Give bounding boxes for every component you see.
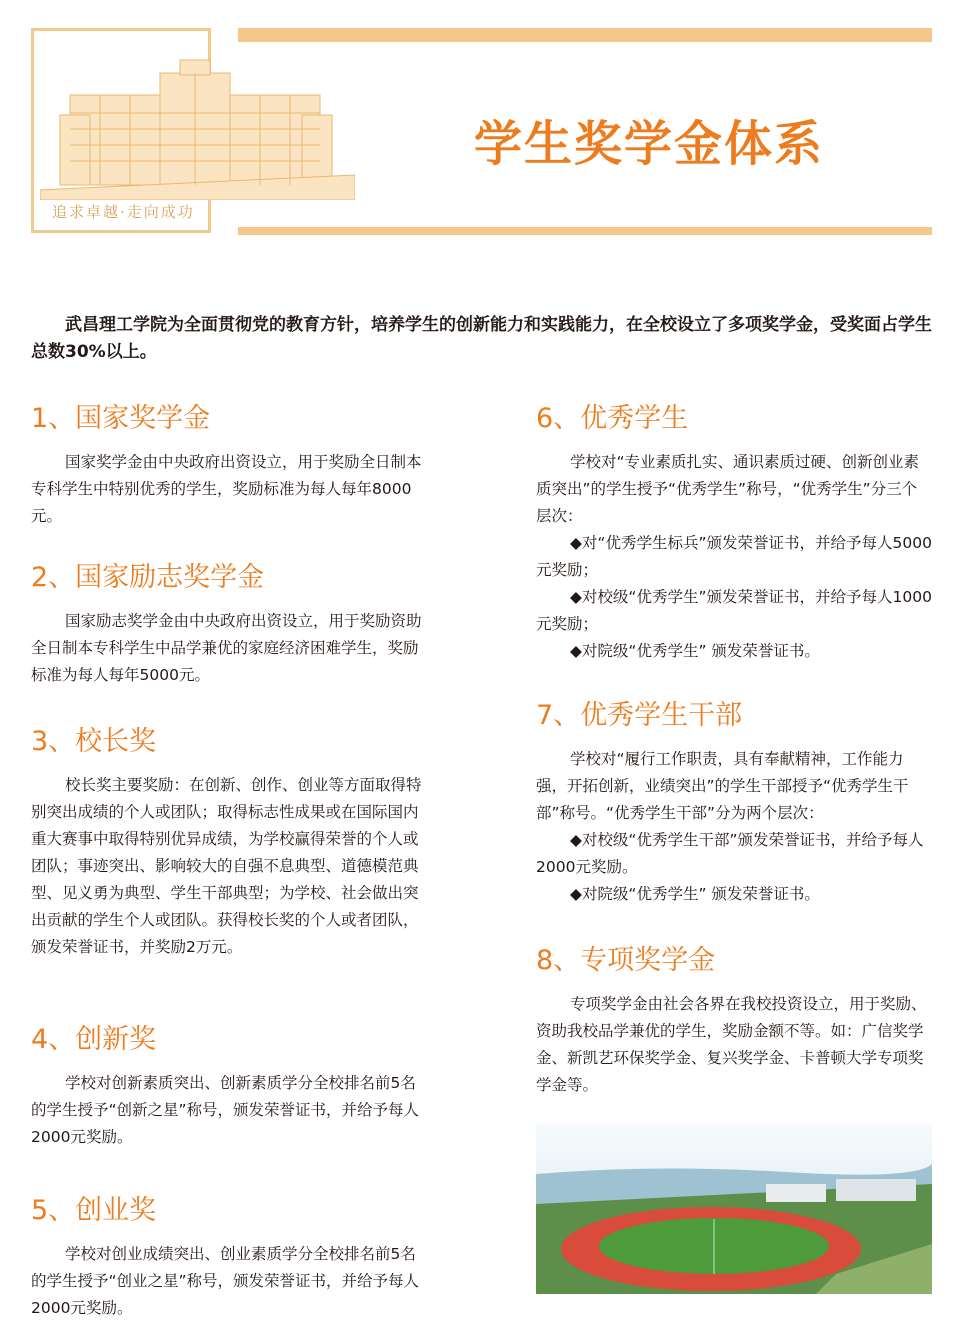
section-national-scholarship bbox=[31, 403, 429, 530]
intro-paragraph: 武昌理工学院为全面贯彻党的教育方针，培养学生的创新能力和实践能力，在全校设立了多项奖学金，受奖面占学生总数30%以上。 bbox=[31, 315, 932, 362]
page-title: 学生奖学金体系 bbox=[474, 116, 825, 172]
section-text: 国家励志奖学金由中央政府出资设立，用于奖励资助全日制本专科学生中品学兼优的家庭经济困难学生，奖励标准为每人每年5000元。 bbox=[31, 612, 422, 684]
section-bullet: ◆对校级“优秀学生干部”颁发荣誉证书，并给予每人2000元奖励。 bbox=[536, 831, 924, 876]
section-entrepreneurship-award bbox=[31, 1195, 429, 1322]
school-slogan: 追求卓越·走向成功 bbox=[52, 203, 195, 221]
section-bullet: ◆对院级“优秀学生” 颁发荣誉证书。 bbox=[570, 642, 820, 660]
section-excellent-student-cadre bbox=[536, 700, 932, 908]
section-bullet: ◆对院级“优秀学生” 颁发荣誉证书。 bbox=[570, 885, 820, 903]
section-text: 学校对“专业素质扎实、通识素质过硬、创新创业素质突出”的学生授予“优秀学生”称号，“优秀学生”分三个层次： bbox=[536, 453, 920, 525]
section-text: 学校对创新素质突出、创新素质学分全校排名前5名的学生授予“创新之星”称号，颁发荣誉证书，并给予每人2000元奖励。 bbox=[31, 1074, 420, 1146]
section-heading: 7、优秀学生干部 bbox=[536, 700, 743, 731]
section-heading: 6、优秀学生 bbox=[536, 403, 689, 434]
section-excellent-student bbox=[536, 403, 932, 665]
section-heading: 4、创新奖 bbox=[31, 1024, 157, 1055]
section-special-scholarship bbox=[536, 945, 932, 1099]
section-heading: 5、创业奖 bbox=[31, 1195, 157, 1226]
section-heading: 2、国家励志奖学金 bbox=[31, 562, 265, 593]
section-text: 学校对“履行工作职责，具有奉献精神，工作能力强，开拓创新，业绩突出”的学生干部授予“优秀学生干部”称号。“优秀学生干部”分为两个层次： bbox=[536, 750, 909, 822]
section-heading: 8、专项奖学金 bbox=[536, 945, 716, 976]
section-bullet: ◆对校级“优秀学生”颁发荣誉证书，并给予每人1000元奖励； bbox=[536, 588, 932, 633]
section-innovation-award bbox=[31, 1024, 429, 1151]
section-text: 学校对创业成绩突出、创业素质学分全校排名前5名的学生授予“创业之星”称号，颁发荣誉证书，并给予每人2000元奖励。 bbox=[31, 1245, 420, 1317]
section-national-encouragement-scholarship bbox=[31, 562, 429, 689]
section-text: 国家奖学金由中央政府出资设立，用于奖励全日制本专科学生中特别优秀的学生，奖励标准为每人每年8000元。 bbox=[31, 453, 422, 525]
section-president-award bbox=[31, 726, 429, 961]
header-top-bar bbox=[238, 28, 932, 42]
section-heading: 3、校长奖 bbox=[31, 726, 157, 757]
header-bottom-bar bbox=[238, 227, 932, 235]
section-bullet: ◆对“优秀学生标兵”颁发荣誉证书，并给予每人5000元奖励； bbox=[536, 534, 932, 579]
section-text: 校长奖主要奖励：在创新、创作、创业等方面取得特别突出成绩的个人或团队；取得标志性成果或在国际国内重大赛事中取得特别优异成绩，为学校赢得荣誉的个人或团队；事迹突出、影响较大的自强不息典型、道德模范典型、见义勇为典型、学生干部典型；为学校、社会做出突出贡献的学生个人或团队。获得校长奖的个人或者团队，颁发荣誉证书，并奖励2万元。 bbox=[31, 776, 422, 956]
campus-building-illustration bbox=[40, 55, 355, 200]
section-heading: 1、国家奖学金 bbox=[31, 403, 211, 434]
campus-sports-field-photo bbox=[536, 1124, 932, 1294]
section-text: 专项奖学金由社会各界在我校投资设立，用于奖励、资助我校品学兼优的学生，奖励金额不等。如：广信奖学金、新凯艺环保奖学金、复兴奖学金、卡普顿大学专项奖学金等。 bbox=[536, 995, 927, 1094]
